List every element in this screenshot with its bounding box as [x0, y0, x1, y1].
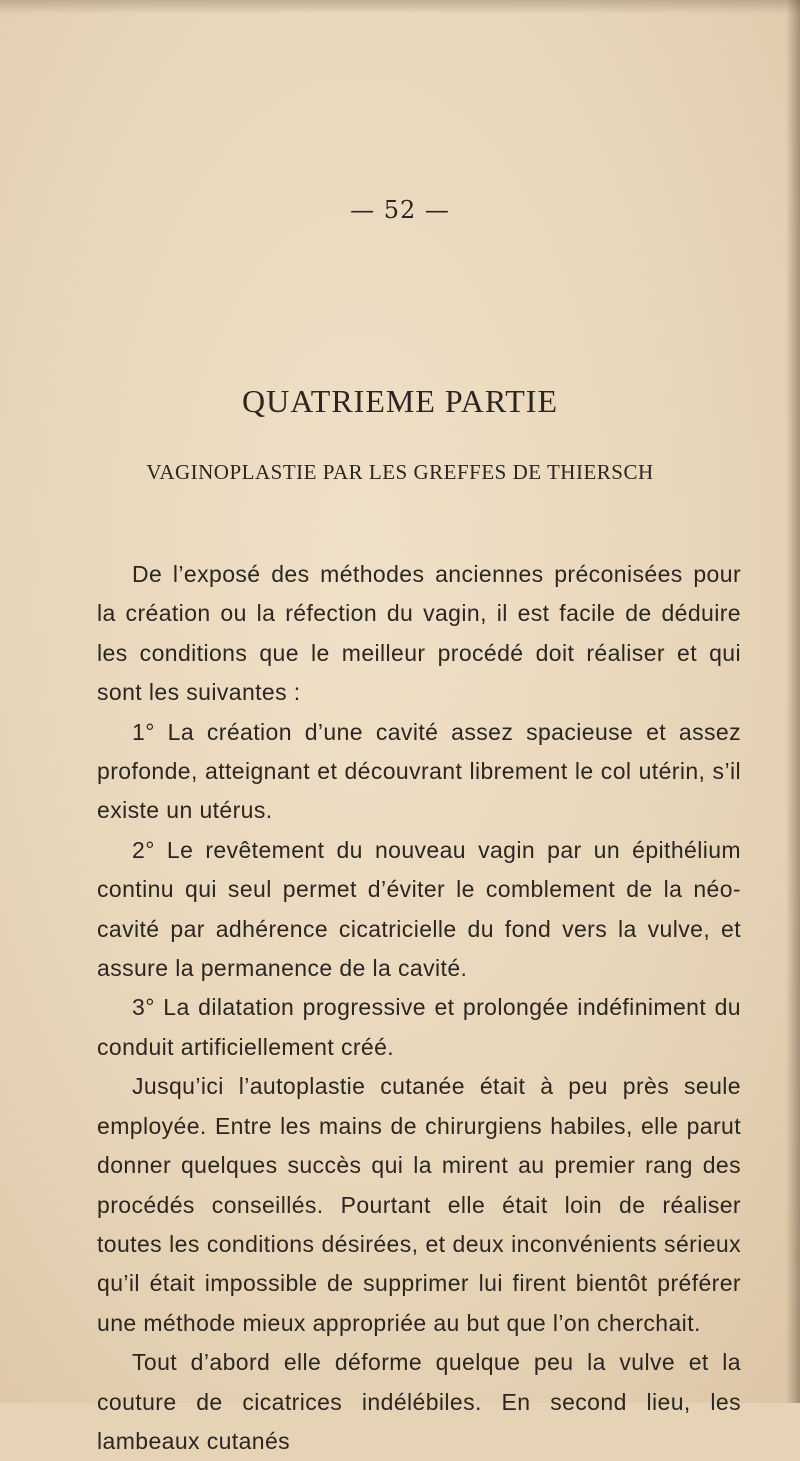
paragraph: 2° Le revêtement du nouveau vagin par un épithélium continu qui seul permet d’éviter le comblement de la néo-cavité par adhérence cicatricielle du fond vers la vulve, et assure la permanence de la cavité.	[97, 836, 741, 982]
paragraph: De l’exposé des méthodes anciennes préconisées pour la création ou la réfection du vagin, il est facile de déduire les conditions que le meilleur procédé doit réaliser et qui sont les suivantes :	[97, 561, 741, 706]
page-number: — 52 —	[350, 196, 450, 224]
page-top-shadow	[0, 0, 800, 14]
paragraph: Tout d’abord elle déforme quelque peu la vulve et la couture de cicatrices indélébiles. En second lieu, les lambeaux cutanés	[97, 1349, 741, 1454]
body-text	[97, 555, 741, 1461]
paragraph: 3° La dilatation progressive et prolongée indéfiniment du conduit artificiellement créé.	[97, 994, 741, 1060]
chapter-subtitle: VAGINOPLASTIE PAR LES GREFFES DE THIERSCH	[146, 460, 654, 484]
part-title: QUATRIEME PARTIE	[241, 383, 558, 419]
paragraph: Jusqu’ici l’autoplastie cutanée était à peu près seule employée. Entre les mains de chirurgiens habiles, elle parut donner quelques succès qui la mirent au premier rang des procédés conseillés. Pourtant elle était loin de réaliser toutes les conditions désirées, et deux inconvénients sérieux qu’il était impossible de supprimer lui firent bientôt préférer une méthode mieux appropriée au but que l’on cherchait.	[97, 1073, 741, 1336]
paragraph: 1° La création d’une cavité assez spacieuse et assez profonde, atteignant et découvrant librement le col utérin, s’il existe un utérus.	[97, 718, 741, 824]
